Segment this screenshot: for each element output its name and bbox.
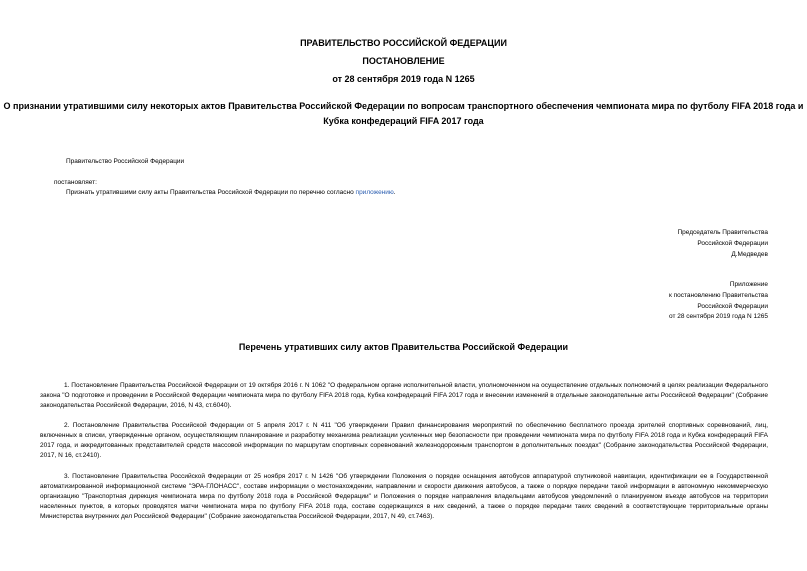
government-heading: ПРАВИТЕЛЬСТВО РОССИЙСКОЙ ФЕДЕРАЦИИ (300, 38, 507, 48)
appendix-line-2: к постановлению Правительства (668, 291, 768, 299)
appendix-block (669, 280, 768, 323)
document-type-heading: ПОСТАНОВЛЕНИЕ (362, 56, 445, 66)
appendix-link[interactable]: приложению (355, 189, 394, 196)
appendix-line-1: Приложение (729, 281, 768, 288)
recognize-text: Признать утратившими силу акты Правительства Российской Федерации по перечню согласно (66, 189, 356, 196)
signature-line-1: Председатель Правительства (677, 229, 768, 236)
date-number-heading: от 28 сентября 2019 года N 1265 (332, 74, 475, 84)
appendix-line-3: Российской Федерации (697, 302, 768, 310)
issuer-text: Правительство Российской Федерации (66, 158, 185, 165)
recognize-end: . (393, 189, 396, 196)
list-title: Перечень утративших силу актов Правительства Российской Федерации (238, 342, 569, 352)
decides-text: постановляет: (54, 179, 97, 186)
signature-line-3: Д.Медведев (731, 250, 768, 258)
list-item: 2. Постановление Правительства Российской Федерации от 5 апреля 2017 г. N 411 "Об утверждении Правил финансирования мероприятий по обеспечению бесплатного проезда зрителей спортивных соревнований, лиц, включенных в списки, утвержденные органом, осуществляющим планирование и разработку механизма реализации усиленных мер безопасности при проведении чемпионата мира по футболу FIFA 2018 года и Кубка конфедераций FIFA 2017 года, и аккредитованных представителей средств массовой информации по маршрутам спортивных соревнований железнодорожным транспортом в дополнительных поездах" (Собрание законодательства Российской Федерации, 2017, N 16, ст.2410). (40, 422, 768, 459)
document-title: О признании утратившими силу некоторых актов Правительства Российской Федерации по вопросам транспортного обеспечения чемпионата мира по футболу FIFA 2018 года и Кубка конфедераций FIFA 2017 года (3, 101, 804, 126)
appendix-line-4: от 28 сентября 2019 года N 1265 (669, 313, 768, 321)
recognize-paragraph (66, 188, 396, 198)
signature-block (677, 228, 768, 260)
list-item: 3. Постановление Правительства Российской Федерации от 25 ноября 2017 г. N 1426 "Об утверждении Положения о порядке оснащения автобусов аппаратурой спутниковой навигации, идентификации ее в Государственной автоматизированной информационной системе "ЭРА-ГЛОНАСС", составе информации о местонахождении, направлении и скорости движения автобусов, а также о порядке передачи такой информации в автономную некоммерческую организацию "Транспортная дирекция чемпионата мира по футболу 2018 года в Российской Федерации" и Положения о порядке направления владельцами автобусов уведомлений о планируемом въезде автобусов на территории населенных пунктов, в которых проводятся матчи чемпионата мира по футболу FIFA 2018 года, составе содержащихся в них сведений, а также о порядке передачи таких сведений в соответствующие территориальные органы Министерства внутренних дел Российской Федерации" (Собрание законодательства Российской Федерации, 2017, N 49, ст.7463). (40, 473, 768, 520)
signature-line-2: Российской Федерации (697, 239, 768, 247)
list-item: 1. Постановление Правительства Российской Федерации от 19 октября 2016 г. N 1062 "О федеральном органе исполнительной власти, уполномоченном на осуществление отдельных полномочий в целях реализации Федерального закона "О подготовке и проведении в Российской Федерации чемпионата мира по футболу FIFA 2018 года, Кубка конфедераций FIFA 2017 года и внесении изменений в отдельные законодательные акты Российской Федерации" (Собрание законодательства Российской Федерации, 2016, N 43, ст.6040). (40, 382, 768, 409)
